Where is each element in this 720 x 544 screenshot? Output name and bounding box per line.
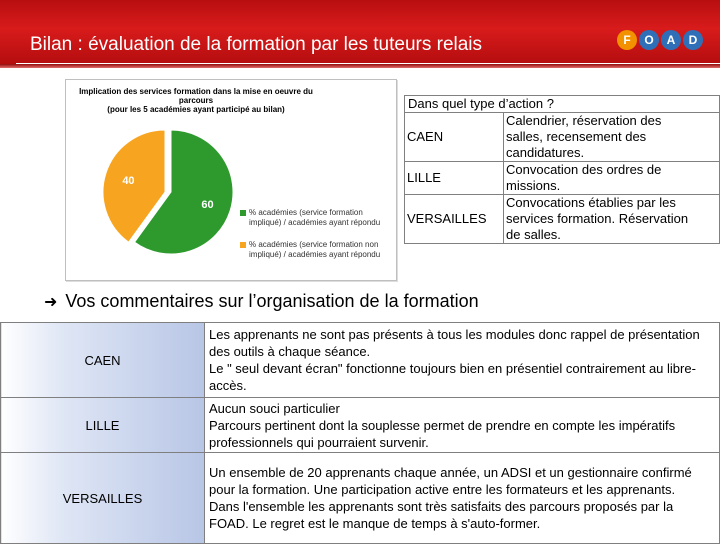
section-title: Vos commentaires sur l’organisation de la formation bbox=[65, 291, 479, 311]
action-table-header: Dans quel type d’action ? bbox=[405, 96, 720, 113]
table-row bbox=[405, 162, 720, 195]
chart-title-line: parcours bbox=[178, 96, 214, 105]
table-row bbox=[1, 323, 720, 398]
chart-legend bbox=[240, 208, 390, 272]
legend-label: % académies (service formation non impliqué) / académies ayant répondu bbox=[249, 240, 381, 259]
action-description bbox=[504, 113, 720, 162]
action-line: Convocations établies par les bbox=[506, 195, 676, 210]
legend-label: % académies (service formation impliqué) / académies ayant répondu bbox=[249, 208, 381, 227]
comment-city: LILLE bbox=[1, 398, 205, 453]
comment-city: VERSAILLES bbox=[1, 453, 205, 544]
action-line: Convocation des ordres de bbox=[506, 162, 662, 177]
logo-letter-o: O bbox=[639, 30, 659, 50]
table-row bbox=[1, 453, 720, 544]
comment-paragraph: Parcours pertinent dont la souplesse permet de prendre en compte les impératifs professionnels qui pourraient survenir. bbox=[209, 417, 676, 450]
action-line: de salles. bbox=[506, 227, 561, 242]
header-divider bbox=[0, 64, 720, 68]
comment-paragraph: Dans l'ensemble les apprenants sont très satisfaits des parcours proposés par la FOAD. Le regret est le manque de temps à s'auto-former. bbox=[209, 499, 674, 531]
table-row bbox=[1, 398, 720, 453]
pie-slice-value-label: 40 bbox=[122, 175, 135, 188]
action-type-table bbox=[404, 95, 720, 244]
title-bar bbox=[0, 0, 720, 64]
chart-title-line: Implication des services formation dans la mise en oeuvre du bbox=[79, 87, 313, 96]
comment-city: CAEN bbox=[1, 323, 205, 398]
table-row bbox=[405, 195, 720, 244]
legend-entry bbox=[240, 240, 390, 260]
action-city: VERSAILLES bbox=[405, 195, 504, 244]
comment-paragraph: Un ensemble de 20 apprenants chaque année, un ADSI et un gestionnaire confirmé pour la formation. Une participation active entre les formateurs et les apprenants. bbox=[209, 465, 692, 497]
foad-logo bbox=[617, 30, 703, 50]
logo-letter-d: D bbox=[683, 30, 703, 50]
comment-cell bbox=[205, 398, 720, 453]
pie-chart bbox=[65, 79, 397, 281]
action-city: CAEN bbox=[405, 113, 504, 162]
logo-letter-f: F bbox=[617, 30, 637, 50]
page-title: Bilan : évaluation de la formation par les tuteurs relais bbox=[30, 34, 483, 55]
comment-paragraph: Les apprenants ne sont pas présents à tous les modules donc rappel de présentation des outils à chaque séance. bbox=[209, 327, 700, 359]
action-description bbox=[504, 162, 720, 195]
action-line: Calendrier, réservation des bbox=[506, 113, 662, 128]
pie-slice-value-label: 60 bbox=[201, 198, 214, 211]
action-line: salles, recensement des bbox=[506, 129, 647, 144]
action-city: LILLE bbox=[405, 162, 504, 195]
action-line: missions. bbox=[506, 178, 561, 193]
action-line: services formation. Réservation bbox=[506, 211, 689, 226]
legend-swatch bbox=[240, 242, 246, 248]
comment-paragraph: Le " seul devant écran" fonctionne toujours bien en présentiel contrairement au libre-accès. bbox=[209, 361, 696, 393]
legend-entry bbox=[240, 208, 390, 228]
logo-letter-a: A bbox=[661, 30, 681, 50]
comment-paragraph: Aucun souci particulier bbox=[209, 400, 340, 416]
arrow-right-icon: ➜ bbox=[44, 294, 58, 311]
legend-swatch bbox=[240, 210, 246, 216]
section-heading bbox=[44, 291, 479, 312]
chart-title-line: (pour les 5 académies ayant participé au bilan) bbox=[107, 105, 285, 114]
comment-cell bbox=[205, 323, 720, 398]
action-description bbox=[504, 195, 720, 244]
action-line: candidatures. bbox=[506, 145, 585, 160]
table-row bbox=[405, 113, 720, 162]
comments-table bbox=[0, 322, 720, 544]
comment-cell bbox=[205, 453, 720, 544]
